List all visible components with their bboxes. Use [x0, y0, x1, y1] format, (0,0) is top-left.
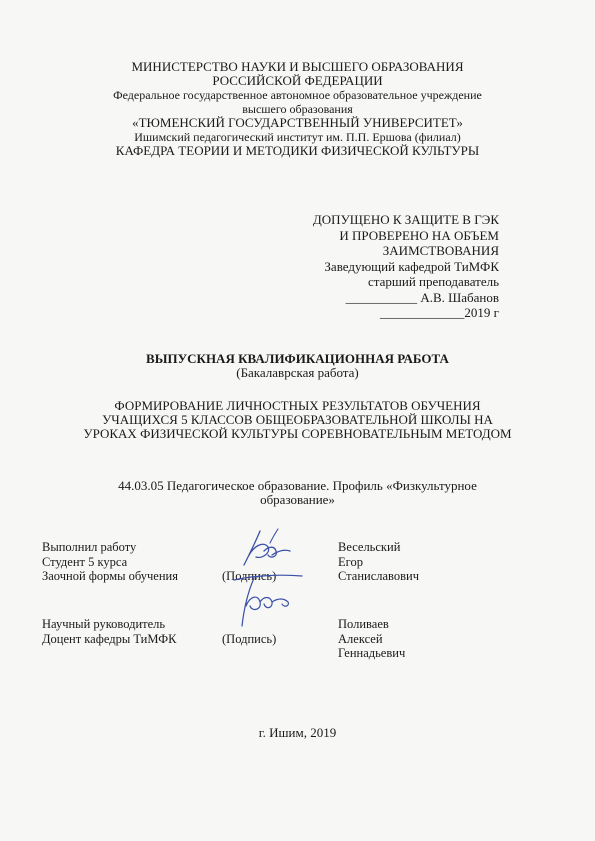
supervisor-surname: Поливаев [338, 617, 389, 631]
approval-line-1: ДОПУЩЕНО К ЗАЩИТЕ В ГЭК [312, 212, 499, 227]
student-role-1: Выполнил работу [42, 540, 137, 554]
footer [0, 726, 595, 740]
supervisor-name [338, 617, 405, 661]
department-name: КАФЕДРА ТЕОРИИ И МЕТОДИКИ ФИЗИЧЕСКОЙ КУЛЬТУРЫ [115, 143, 480, 158]
supervisor-role-2: Доцент кафедры ТиМФК [42, 631, 177, 646]
student-patronymic: Станиславович [338, 569, 419, 583]
approval-block [313, 212, 499, 321]
student-sign-label: (Подпись) [222, 569, 277, 583]
student-signature [238, 527, 300, 571]
approval-position: старший преподаватель [367, 274, 499, 289]
approval-line-2: И ПРОВЕРЕНО НА ОБЪЕМ [339, 227, 499, 243]
supervisor-sign-label: (Подпись) [222, 632, 277, 646]
university-name: «ТЮМЕНСКИЙ ГОСУДАРСТВЕННЫЙ УНИВЕРСИТЕТ» [132, 115, 463, 130]
title-line-2: УЧАЩИХСЯ 5 КЛАССОВ ОБЩЕОБРАЗОВАТЕЛЬНОЙ ШКОЛЫ НА [102, 412, 493, 427]
work-type-block [0, 352, 595, 380]
supervisor-roles [42, 617, 177, 646]
institution-header [0, 60, 595, 158]
institution-type-line: Федеральное государственное автономное образовательное учреждение [113, 88, 482, 102]
supervisor-role-1: Научный руководитель [42, 617, 166, 631]
education-level-line: высшего образования [242, 102, 353, 116]
work-subtype: (Бакалаврская работа) [236, 365, 359, 380]
work-type: ВЫПУСКНАЯ КВАЛИФИКАЦИОННАЯ РАБОТА [146, 351, 449, 366]
approval-signature-line: ___________ А.В. Шабанов [345, 289, 499, 305]
program-line-1: 44.03.05 Педагогическое образование. Профиль «Физкультурное [118, 478, 477, 493]
approval-head-title: Заведующий кафедрой ТиМФК [324, 258, 499, 274]
supervisor-patronymic: Геннадьевич [338, 646, 406, 660]
student-first-name: Егор [338, 554, 363, 569]
student-roles [42, 540, 178, 584]
program-block [0, 479, 595, 507]
student-name [338, 540, 419, 584]
supervisor-first-name: Алексей [338, 631, 383, 646]
supervisor-signature [226, 570, 308, 632]
city-year: г. Ишим, 2019 [258, 725, 337, 740]
ministry-line: МИНИСТЕРСТВО НАУКИ И ВЫСШЕГО ОБРАЗОВАНИЯ [131, 59, 464, 74]
federation-line: РОССИЙСКОЙ ФЕДЕРАЦИИ [212, 73, 383, 88]
work-title [0, 399, 595, 441]
approval-line-3: ЗАИМСТВОВАНИЯ [382, 243, 499, 258]
program-line-2: образование» [260, 492, 335, 507]
title-line-3: УРОКАХ ФИЗИЧЕСКОЙ КУЛЬТУРЫ СОРЕВНОВАТЕЛЬНЫМ МЕТОДОМ [83, 426, 512, 441]
student-surname: Весельский [338, 540, 401, 554]
student-role-2: Студент 5 курса [42, 554, 128, 569]
student-role-3: Заочной формы обучения [42, 569, 178, 583]
title-line-1: ФОРМИРОВАНИЕ ЛИЧНОСТНЫХ РЕЗУЛЬТАТОВ ОБУЧЕНИЯ [114, 398, 481, 413]
approval-date-line: _____________2019 г [379, 305, 499, 320]
institute-name: Ишимский педагогический институт им. П.П. Ершова (филиал) [134, 130, 461, 144]
